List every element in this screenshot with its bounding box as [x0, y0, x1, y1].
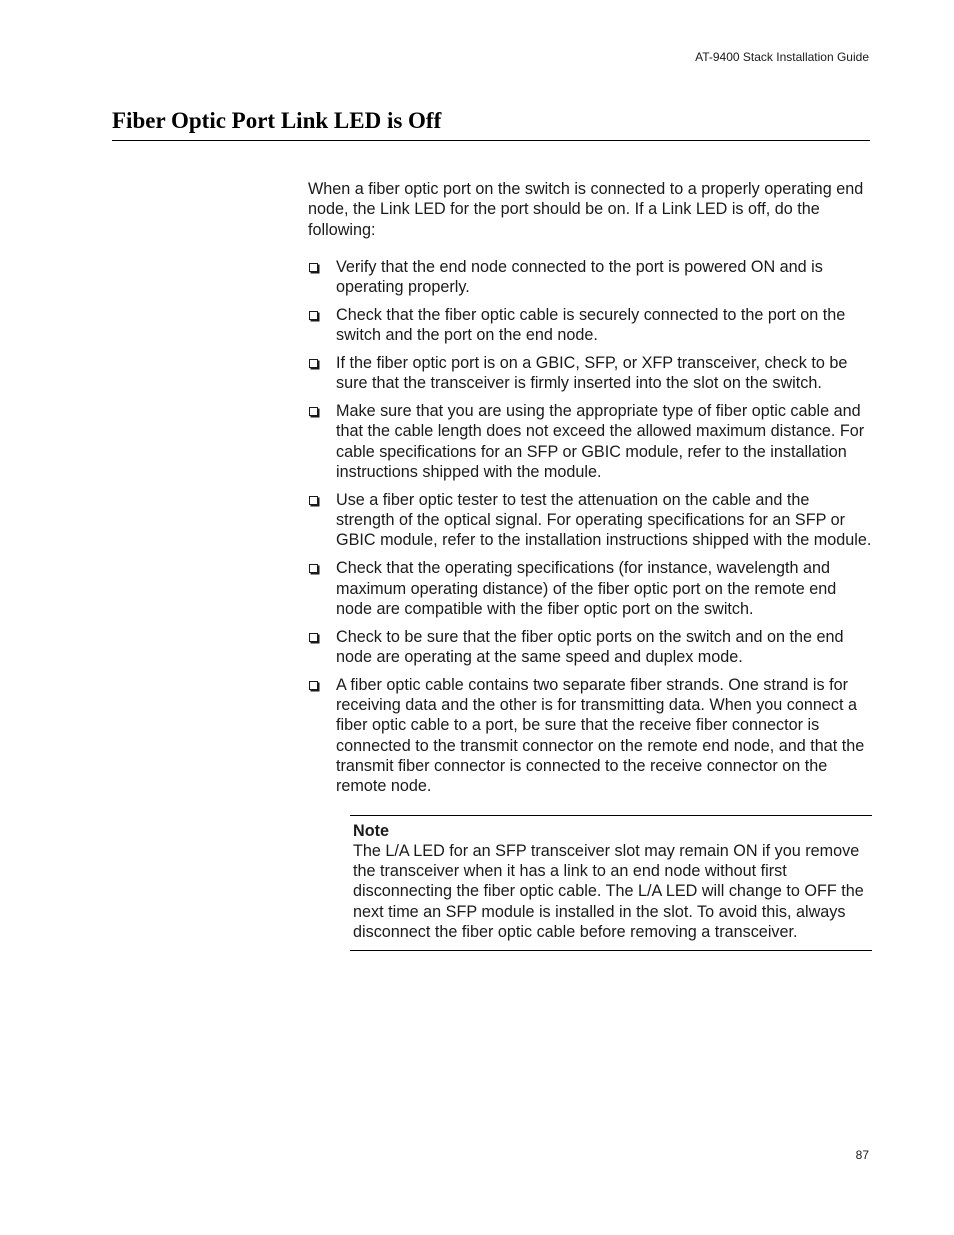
section-title: Fiber Optic Port Link LED is Off: [112, 108, 442, 133]
list-item-text: Check that the fiber optic cable is securely connected to the port on the switch and the port on the end node.: [336, 305, 846, 345]
body-content: [308, 179, 872, 951]
checkbox-bullet-icon: [309, 681, 318, 690]
list-item: [308, 257, 872, 298]
checkbox-bullet-icon: [309, 263, 318, 272]
checkbox-bullet-icon: [309, 496, 318, 505]
troubleshooting-list: [308, 257, 872, 797]
list-item: [308, 305, 872, 346]
list-item: [308, 490, 872, 551]
list-item-text: If the fiber optic port is on a GBIC, SFP, or XFP transceiver, check to be sure that the transceiver is firmly inserted into the slot on the switch.: [336, 354, 848, 393]
checkbox-bullet-icon: [309, 311, 318, 320]
list-item: [308, 353, 872, 394]
intro-paragraph: When a fiber optic port on the switch is connected to a properly operating end node, the Link LED for the port should be on. If a Link LED is off, do the following:: [308, 180, 864, 239]
running-header: AT-9400 Stack Installation Guide: [695, 50, 869, 64]
list-item-text: Make sure that you are using the appropriate type of fiber optic cable and that the cable length does not exceed the allowed maximum distance. For cable specifications for an SFP or GBIC module, refer to the installation instructions shipped with the module.: [336, 402, 865, 482]
note-box: [350, 815, 872, 952]
list-item: [308, 627, 872, 668]
list-item-text: Check to be sure that the fiber optic ports on the switch and on the end node are operating at the same speed and duplex mode.: [336, 627, 844, 666]
note-heading: Note: [353, 821, 389, 840]
checkbox-bullet-icon: [309, 633, 318, 642]
checkbox-bullet-icon: [309, 407, 318, 416]
checkbox-bullet-icon: [309, 564, 318, 573]
list-item-text: A fiber optic cable contains two separate fiber strands. One strand is for receiving data and the other is for transmitting data. When you connect a fiber optic cable to a port, be sure that the receive fiber connector is connected to the transmit connector on the remote end node, and that the transmit fiber connector is connected to the receive connector on the remote node.: [336, 675, 865, 796]
list-item: [308, 558, 872, 619]
list-item: [308, 401, 872, 482]
title-rule: [112, 140, 870, 141]
list-item: [308, 675, 872, 797]
list-item-text: Check that the operating specifications (for instance, wavelength and maximum operating distance) of the fiber optic port on the remote end node are compatible with the fiber optic port on the switch.: [336, 559, 837, 618]
list-item-text: Use a fiber optic tester to test the attenuation on the cable and the strength of the optical signal. For operating specifications for an SFP or GBIC module, refer to the installation instructions shipped with the module.: [336, 490, 872, 550]
note-text: The L/A LED for an SFP transceiver slot may remain ON if you remove the transceiver when it has a link to an end node without first disconnecting the fiber optic cable. The L/A LED will change to OFF the next time an SFP module is installed in the slot. To avoid this, always disconnect the fiber optic cable before removing a transceiver.: [353, 841, 864, 941]
page-number: 87: [855, 1148, 869, 1162]
checkbox-bullet-icon: [309, 359, 318, 368]
list-item-text: Verify that the end node connected to the port is powered ON and is operating properly.: [336, 257, 823, 297]
